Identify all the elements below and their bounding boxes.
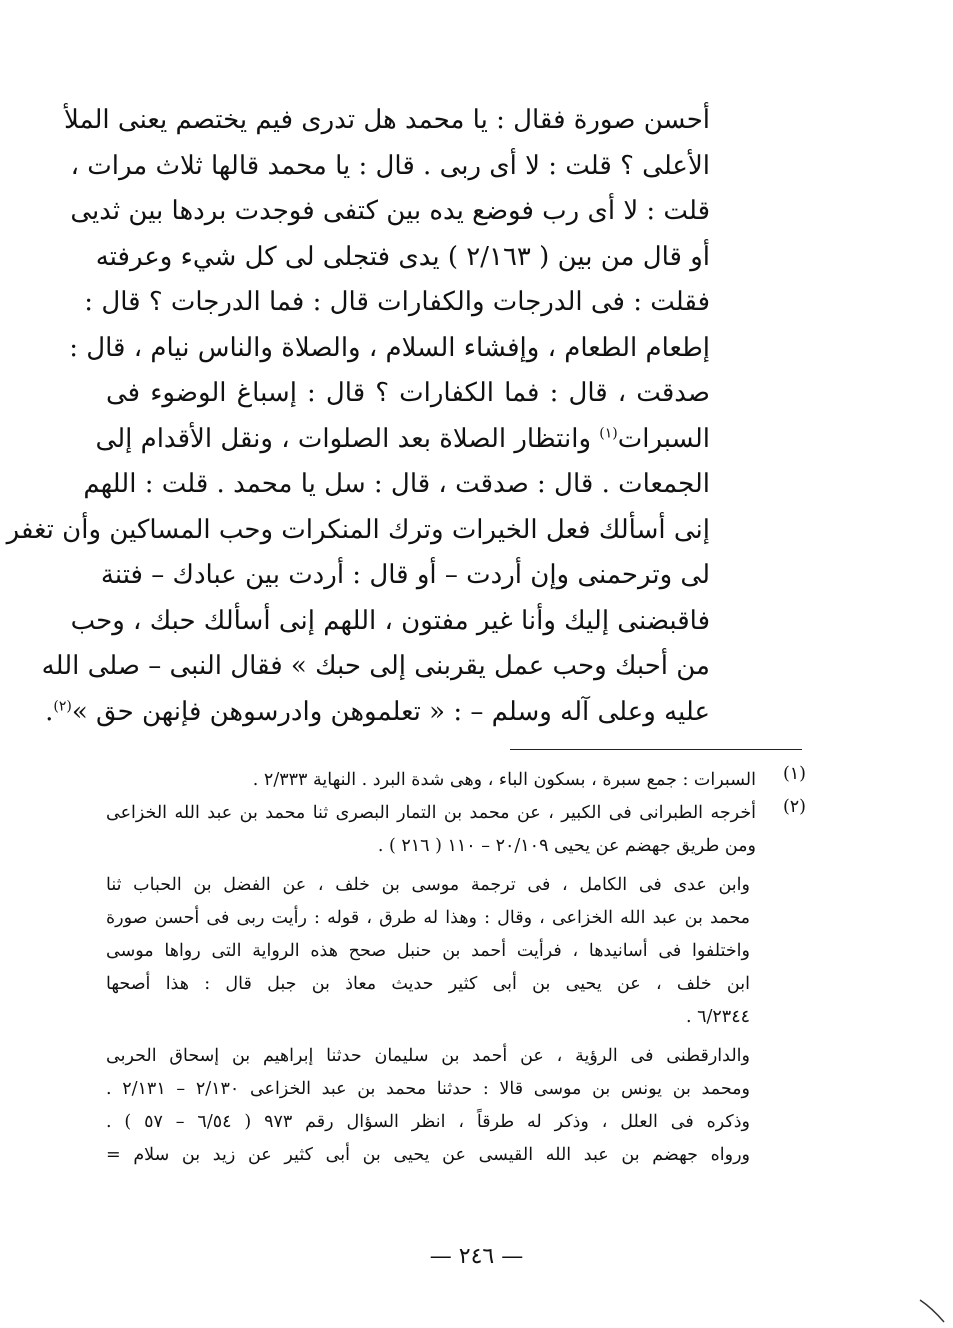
main-text <box>6 98 710 735</box>
text-line <box>45 690 710 736</box>
footnote-line: وذكره فى العلل ، وذكر له طرقاً ، انظر السؤال رقم ٩٧٣ ( ٦/٥٤ – ٥٧ ) . <box>106 1112 750 1132</box>
text-segment: السبرات <box>617 423 710 454</box>
text-line: إنى أسألك فعل الخيرات وترك المنكرات وحب المساكين وأن تغفر <box>6 514 710 545</box>
text-line: قلت : لا أى رب فوضع يده بين كتفى فوجدت بردها بين ثديى <box>70 196 710 226</box>
footnote-ref-1[interactable]: (١) <box>599 424 618 441</box>
text-line: الأعلى ؟ قلت : لا أى ربى . قال : يا محمد قالها ثلاث مرات ، <box>70 150 710 181</box>
text-line <box>95 417 710 463</box>
footnote-ref-2[interactable]: (٢) <box>53 697 72 714</box>
footnote-line: ابن خلف ، عن يحيى بن أبى كثير حديث معاذ بن جبل قال : هذا أصحها <box>106 974 750 994</box>
footnote-line: وابن عدى فى الكامل ، فى ترجمة موسى بن خلف ، عن الفضل بن الحباب ثنا <box>106 875 750 895</box>
page-corner-mark <box>918 1298 948 1324</box>
footnote-number: (١) <box>782 764 806 784</box>
footnote-paragraph <box>106 869 806 1034</box>
text-line: أو قال من بين ( ٢/١٦٣ ) يدى فتجلى لى كل شيء وعرفته <box>95 241 710 272</box>
footnote-line: ورواه جهضم بن عبد الله القيسى عن يحيى بن أبى كثير عن زيد بن سلام = <box>106 1145 750 1165</box>
page-number: — ٢٤٦ — <box>429 1244 524 1269</box>
text-line: لى وترحمنى وإن أردت – أو قال : أردت بين عبادك – فتنة <box>100 560 710 590</box>
text-line: الجمعات . قال : صدقت ، قال : سل يا محمد . قلت : اللهم <box>83 469 710 499</box>
footnote-line: السبرات : جمع سبرة ، بسكون الباء ، وهى شدة البرد . النهاية ٢/٣٣٣ . <box>252 770 756 790</box>
footnote-line: أخرجه الطبرانى فى الكبير ، عن محمد بن التمار البصرى ثنا محمد بن عبد الله الخزاعى <box>106 803 756 823</box>
footnote-line: ومن طريق جهضم عن يحيى ٢٠/١٠٩ – ١١٠ ( ٢١٦ ) . <box>377 836 756 856</box>
footnote-line: واختلفوا فى أسانيدها ، فرأيت أحمد بن حنبل صحح هذه الرواية التى رواها موسى <box>106 941 750 961</box>
text-line: أحسن صورة فقال : يا محمد هل تدرى فيم يختصم يعنى الملأ <box>63 105 710 135</box>
text-line: إطعام الطعام ، وإفشاء السلام ، والصلاة والناس نيام ، قال : <box>69 332 710 363</box>
footnote-line: والدارقطنى فى الرؤية ، عن أحمد بن سليمان حدثنا إبراهيم بن إسحاق الحربى <box>106 1046 750 1066</box>
footnote-line: ٦/٢٣٤٤ . <box>685 1007 750 1027</box>
footnote-line: محمد بن عبد الله الخزاعى ، وقال : وهذا له طرق ، قوله : رأيت ربى فى أحسن صورة <box>106 908 750 928</box>
footnote-line: ومحمد بن يونس بن موسى قالا : حدثنا محمد بن عبد الخزاعى ٢/١٣٠ – ٢/١٣١ . <box>106 1079 750 1099</box>
footnote-paragraph <box>106 1040 806 1172</box>
text-line: من أحبك وحب عمل يقربنى إلى حبك » فقال النبى – صلى الله <box>41 651 710 681</box>
footnote-separator <box>510 749 802 750</box>
text-line: صدقت ، قال : فما الكفارات ؟ قال : إسباغ الوضوء فى <box>106 378 710 408</box>
footnotes <box>106 764 806 1172</box>
footnote-2 <box>106 797 806 863</box>
footnote-1 <box>106 764 806 797</box>
text-segment: وانتظار الصلاة بعد الصلوات ، ونقل الأقدام إلى <box>95 423 592 454</box>
text-segment: عليه وعلى آله وسلم – : « تعلموهن وادرسوهن فإنهن حق » <box>71 696 710 727</box>
text-line: فقلت : فى الدرجات والكفارات قال : فما الدرجات ؟ قال : <box>84 287 710 317</box>
end-mark: . <box>45 696 54 727</box>
footnote-number: (٢) <box>782 797 806 817</box>
text-line: فاقبضنى إليك وأنا غير مفتون ، اللهم إنى أسألك حبك ، وحب <box>70 605 710 636</box>
